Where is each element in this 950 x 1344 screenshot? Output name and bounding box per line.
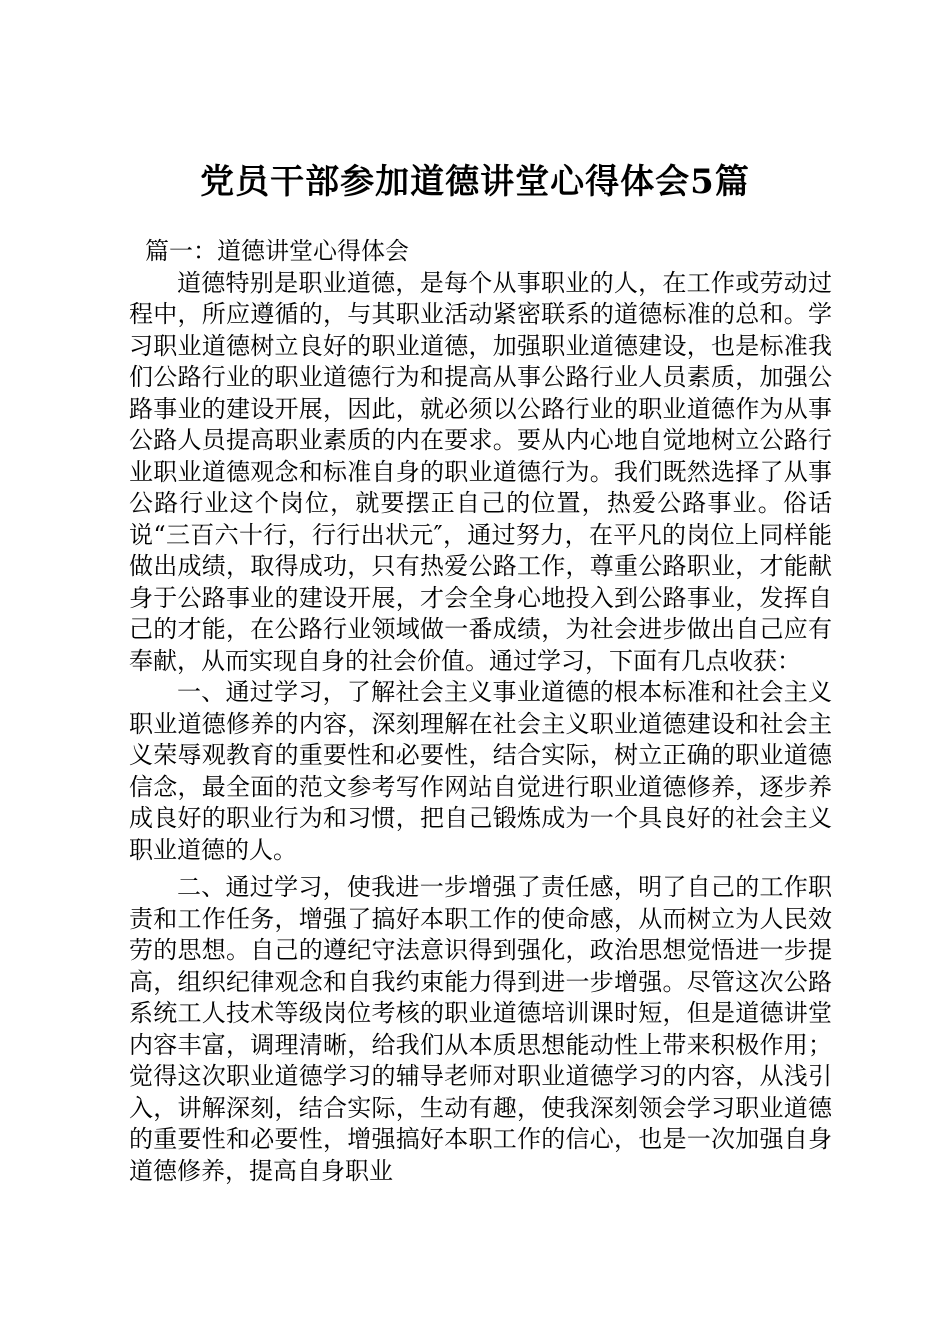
paragraph-intro: 道德特别是职业道德，是每个从事职业的人，在工作或劳动过程中，所应遵循的，与其职业活动紧密联系的道德标准的总和。学习职业道德树立良好的职业道德，加强职业道德建设，也是标准我们公路行业的职业道德行为和提高从事公路行业人员素质，加强公路事业的建设开展，因此，就必须以公路行业的职业道德作为从事公路人员提高职业素质的内在要求。要从内心地自觉地树立公路行业职业道德观念和标准自身的职业道德行为。我们既然选择了从事公路行业这个岗位，就要摆正自己的位置，热爱公路事业。俗话说“三百六十行，行行出状元″，通过努力，在平凡的岗位上同样能做出成绩，取得成功，只有热爱公路工作，尊重公路职业，才能献身于公路事业的建设开展，才会全身心地投入到公路事业，发挥自己的才能，在公路行业领域做一番成绩，为社会进步做出自己应有奉献，从而实现自身的社会价值。通过学习，下面有几点收获： — [129, 268, 832, 675]
document-body — [129, 232, 832, 1187]
section-heading: 篇一：道德讲堂心得体会 — [145, 237, 409, 265]
document-title: 党员干部参加道德讲堂心得体会5篇 — [200, 162, 750, 202]
paragraph-point-two: 二、通过学习，使我进一步增强了责任感，明了自己的工作职责和工作任务，增强了搞好本职工作的使命感，从而树立为人民效劳的思想。自己的遵纪守法意识得到强化，政治思想觉悟进一步提高，组织纪律观念和自我约束能力得到进一步增强。尽管这次公路系统工人技术等级岗位考核的职业道德培训课时短，但是道德讲堂内容丰富，调理清晰，给我们从本质思想能动性上带来积极作用；觉得这次职业道德学习的辅导老师对职业道德学习的内容，从浅引入，讲解深刻，结合实际，生动有趣，使我深刻领会学习职业道德的重要性和必要性，增强搞好本职工作的信心，也是一次加强自身道德修养，提高自身职业 — [129, 873, 832, 1185]
paragraph-point-one: 一、通过学习，了解社会主义事业道德的根本标准和社会主义职业道德修养的内容，深刻理解在社会主义职业道德建设和社会主义荣辱观教育的重要性和必要性，结合实际，树立正确的职业道德信念，最全面的范文参考写作网站自觉进行职业道德修养，逐步养成良好的职业行为和习惯，把自己锻炼成为一个具良好的社会主义职业道德的人。 — [129, 678, 832, 864]
